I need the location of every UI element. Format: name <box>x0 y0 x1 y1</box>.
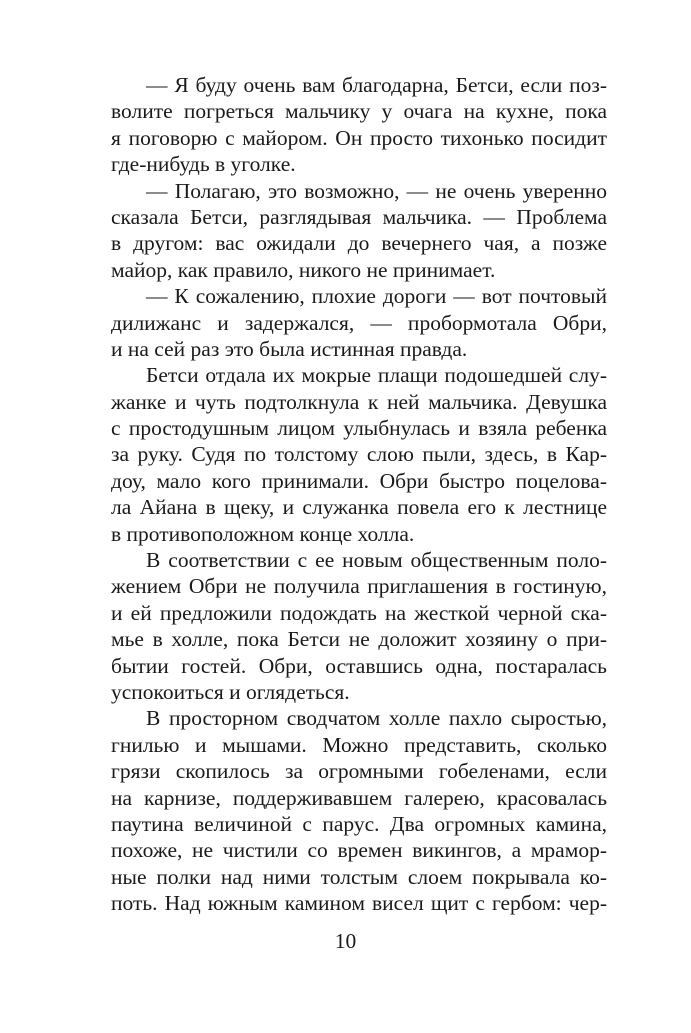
text-line: — Я буду очень вам благодарна, Бетси, если поз- <box>146 73 607 97</box>
text-line: в противоположном конце холла. <box>111 521 415 546</box>
paragraph <box>111 283 607 362</box>
text-line: в другом: вас ожидали до вечернего чая, а позже <box>111 231 607 256</box>
text-line: мье в холле, пока Бетси не доложит хозяину о при- <box>111 627 607 652</box>
page-number: 10 <box>334 929 357 953</box>
text-line: жением Обри не получила приглашения в гостиную, <box>111 574 607 599</box>
text-line: и на сей раз это была истинная правда. <box>111 336 468 361</box>
text-line: ла Айана в щеку, и служанка повела его к лестнице <box>111 495 607 520</box>
paragraph <box>111 72 607 178</box>
text-line: волите погреться мальчику у очага на кухне, пока <box>111 99 607 124</box>
text-line: на карнизе, поддерживавшем галерею, красовалась <box>111 785 607 810</box>
text-line: за руку. Судя по толстому слою пыли, здесь, в Кар- <box>111 442 607 467</box>
text-line: жанке и чуть подтолкнула к ней мальчика. Девушка <box>111 389 607 414</box>
text-line: гнилью и мышами. Можно представить, сколько <box>111 732 607 757</box>
text-line: с простодушным лицом улыбнулась и взяла ребенка <box>111 416 607 441</box>
text-line: успокоиться и оглядеться. <box>111 679 350 704</box>
text-line: сказала Бетси, разглядывая мальчика. — Проблема <box>111 204 607 229</box>
text-line: бытии гостей. Обри, оставшись одна, постаралась <box>111 653 607 678</box>
text-line: — К сожалению, плохие дороги — вот почтовый <box>146 284 607 309</box>
text-line: грязи скопилось за огромными гобеленами, если <box>111 759 607 784</box>
text-line: и ей предложили подождать на жесткой черной ска- <box>111 600 607 625</box>
paragraph <box>111 547 607 705</box>
paragraph <box>111 705 607 916</box>
book-page-body <box>111 72 607 917</box>
text-line: ные полки над ними толстым слоем покрывала ко- <box>111 864 607 889</box>
text-line: доу, мало кого принимали. Обри быстро поцелова- <box>111 468 607 493</box>
text-line: — Полагаю, это возможно, — не очень уверенно <box>146 178 607 203</box>
text-line: В просторном сводчатом холле пахло сыростью, <box>146 706 607 731</box>
text-line: майор, как правило, никого не принимает. <box>111 257 496 282</box>
text-line: я поговорю с майором. Он просто тихонько посидит <box>111 125 607 150</box>
paragraph <box>111 362 607 547</box>
text-line: поть. Над южным камином висел щит с гербом: чер- <box>111 891 607 916</box>
text-line: паутина величиной с парус. Два огромных камина, <box>111 811 607 836</box>
text-line: дилижанс и задержался, — пробормотала Обри, <box>111 310 607 335</box>
text-line: Бетси отдала их мокрые плащи подошедшей слу- <box>146 363 607 388</box>
paragraph <box>111 178 607 284</box>
text-line: где-нибудь в уголке. <box>111 152 296 177</box>
text-line: похоже, не чистили со времен викингов, а мрамор- <box>111 838 607 863</box>
text-line: В соответствии с ее новым общественным поло- <box>146 548 607 573</box>
